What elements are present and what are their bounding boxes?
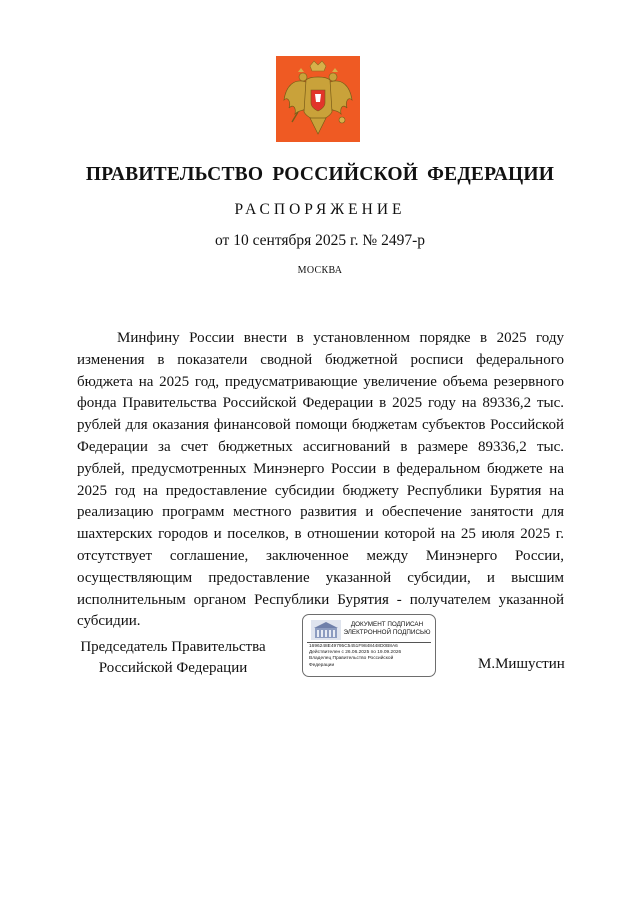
stamp-heading — [343, 621, 431, 637]
document-type: РАСПОРЯЖЕНИЕ — [234, 201, 406, 218]
electronic-signature-stamp — [302, 614, 436, 677]
government-building-icon — [311, 620, 341, 640]
stamp-heading-line1: ДОКУМЕНТ ПОДПИСАН — [350, 621, 424, 628]
document-body — [77, 328, 564, 633]
stamp-validity: Действителен с 26.06.2025 по 19.09.2026 — [309, 650, 402, 656]
signer-name: М.Мишустин — [478, 656, 565, 672]
document-city: МОСКВА — [297, 265, 343, 276]
coat-of-arms-icon — [276, 56, 360, 142]
body-paragraph: Минфину России внести в установленном порядке в 2025 году изменения в показатели сводной бюджетной росписи федерального бюджета на 2025 год, предусматривающие увеличение объема резервного фонда Правительства Российской Федерации в 2025 году на 89336,2 тыс. рублей для оказания финансовой помощи бюджетам субъектов Российской Федерации за счет бюджетных ассигнований в размере 89336,2 тыс. рублей, предусмотренных Минэнерго России в федеральном бюджете на 2025 год на предоставление субсидии бюджету Республики Бурятия на реализацию программ местного развития и обеспечение занятости для шахтерских городов и поселков, в отношении которой на 25 июля 2025 г. отсутствует соглашение, заключенное между Минэнерго России, осуществляющим предоставление указанной субсидии, и высшим исполнительным органом Республики Бурятия - получателем указанной субсидии. — [77, 330, 564, 630]
emblem-graphic — [276, 56, 360, 142]
stamp-details — [309, 644, 433, 669]
government-title: ПРАВИТЕЛЬСТВО РОССИЙСКОЙ ФЕДЕРАЦИИ — [85, 164, 555, 185]
signer-position-line1: Председатель Правительства — [80, 639, 266, 655]
stamp-owner-line2: Федерации — [309, 662, 335, 668]
stamp-heading-line2: ЭЛЕКТРОННОЙ ПОДПИСЬЮ — [343, 629, 431, 636]
signer-position — [76, 637, 270, 678]
stamp-serial: 1696248E49795C5451F9848448D0B8A6 — [309, 644, 398, 649]
document-date-number: от 10 сентября 2025 г. № 2497-р — [215, 232, 425, 249]
stamp-owner-line1: Владелец Правительство Российской — [309, 656, 394, 662]
signer-position-line2: Российской Федерации — [98, 659, 248, 676]
stamp-divider — [307, 642, 431, 643]
